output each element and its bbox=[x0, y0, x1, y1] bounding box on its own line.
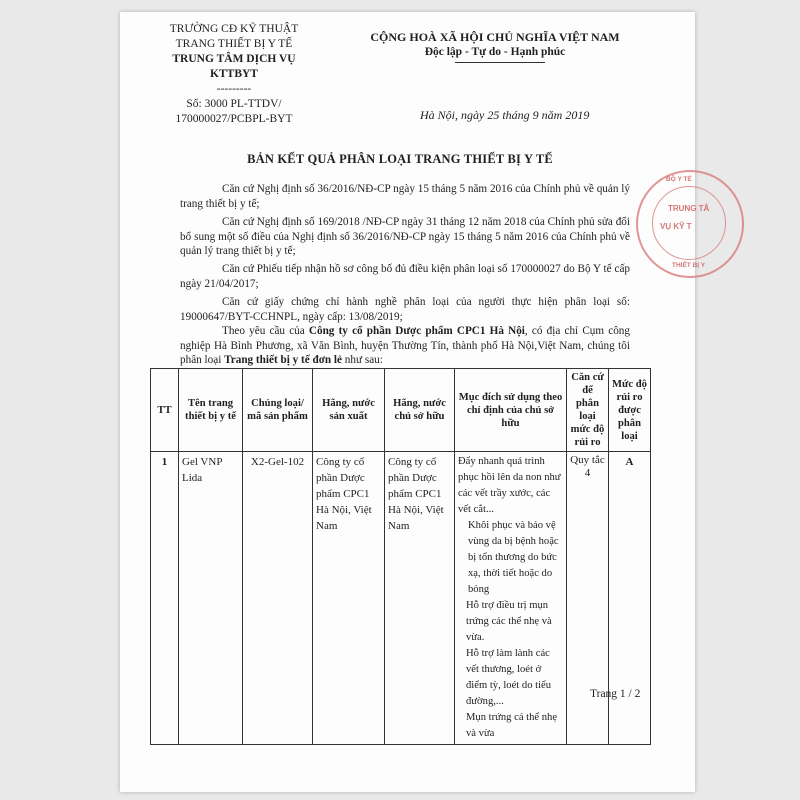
paragraph-2 bbox=[180, 215, 630, 259]
purpose-item: Hỗ trợ làm lành các vết thương, loét ở điểm tỳ, loét do tiểu đường,... bbox=[466, 648, 552, 707]
national-header bbox=[360, 30, 630, 60]
cell-risk-level: A bbox=[609, 452, 651, 745]
purpose-item: Hỗ trợ điều trị mụn trứng các thể nhẹ và vừa. bbox=[466, 600, 552, 643]
header-risk-level: Mức độ rủi ro được phân loại bbox=[609, 369, 651, 452]
paragraph-1-text: Căn cứ Nghị định số 36/2016/NĐ-CP ngày 15 tháng 5 năm 2016 của Chính phủ về quản lý trang thiết bị y tế; bbox=[180, 183, 630, 210]
country-name: CỘNG HOÀ XÃ HỘI CHỦ NGHĨA VIỆT NAM bbox=[370, 30, 620, 44]
seal-text-1: TRUNG TÂ bbox=[668, 204, 710, 213]
agency-line-1: TRƯỜNG CĐ KỸ THUẬT bbox=[169, 23, 299, 35]
table-row bbox=[151, 452, 651, 745]
agency-line-3: TRUNG TÂM DỊCH VỤ bbox=[172, 53, 296, 65]
paragraph-4 bbox=[180, 295, 630, 324]
paragraph-4-text: Căn cứ giấy chứng chỉ hành nghề phân loại của người thực hiện phân loại số: 19000647/BYT-CCHNPL, ngày cấp: 13/08/2019; bbox=[180, 296, 630, 323]
document-number-1: Số: 3000 PL-TTDV/ bbox=[186, 98, 282, 110]
cell-device-name: Gel VNP Lida bbox=[179, 452, 243, 745]
header-basis: Căn cứ để phân loại mức độ rủi ro bbox=[567, 369, 609, 452]
company-name: Công ty cổ phần Dược phẩm CPC1 Hà Nội bbox=[308, 325, 525, 337]
device-category: Trang thiết bị y tế đơn lẻ bbox=[224, 354, 342, 366]
header-product-type: Chủng loại/ mã sản phẩm bbox=[243, 369, 313, 452]
table-header-row bbox=[151, 369, 651, 452]
header-purpose: Mục đích sử dụng theo chỉ định của chủ sở hữu bbox=[455, 369, 567, 452]
seal-text-3: BỘ Y TẾ bbox=[666, 176, 692, 183]
document-date: Hà Nội, ngày 25 tháng 9 năm 2019 bbox=[420, 108, 590, 122]
cell-basis: Quy tắc 4 bbox=[567, 452, 609, 745]
paragraph-1 bbox=[180, 182, 630, 211]
header-owner: Hãng, nước chủ sở hữu bbox=[385, 369, 455, 452]
paragraph-2-text: Căn cứ Nghị định số 169/2018 /NĐ-CP ngày 31 tháng 12 năm 2018 của Chính phủ sửa đổi bổ sung một số điều của Nghị định số 36/2016/NĐ-CP ngày 15 tháng 5 năm 2016 của Chính phủ về quản lý trang thiết bị y tế; bbox=[180, 216, 630, 257]
seal-text-4: THIẾT BỊ Y bbox=[672, 262, 706, 269]
header-manufacturer: Hãng, nước sản xuất bbox=[313, 369, 385, 452]
agency-dashes: --------- bbox=[216, 83, 252, 95]
document-number-2: 170000027/PCBPL-BYT bbox=[175, 113, 293, 125]
cell-product-type: X2-Gel-102 bbox=[243, 452, 313, 745]
agency-line-4: KTTBYT bbox=[210, 68, 258, 80]
paragraph-3 bbox=[180, 262, 630, 291]
seal-text-2: VỤ KỸ T bbox=[660, 222, 692, 231]
page-number: Trang 1 / 2 bbox=[590, 688, 641, 700]
paragraph-5 bbox=[180, 324, 630, 368]
cell-tt: 1 bbox=[151, 452, 179, 745]
agency-header bbox=[168, 22, 300, 127]
paragraph-5-c: như sau: bbox=[342, 354, 383, 366]
header-tt: TT bbox=[151, 369, 179, 452]
national-motto: Độc lập - Tự do - Hạnh phúc bbox=[424, 46, 566, 58]
motto-underline bbox=[455, 62, 545, 63]
official-seal bbox=[636, 170, 744, 278]
document-title: BẢN KẾT QUẢ PHÂN LOẠI TRANG THIẾT BỊ Y TẾ bbox=[247, 152, 553, 166]
paragraph-5-a: Theo yêu cầu của bbox=[222, 325, 309, 337]
paragraph-5-b: , có địa chỉ Cụm công nghiệp Hà Bình Phương, xã Văn Bình, huyện Thường Tín, thành phố Hà Nội,Việt Nam, chúng tôi phân loại bbox=[180, 325, 630, 366]
purpose-item: Khôi phục và bảo vệ vùng da bị bệnh hoặc bị tổn thương do bức xạ, thời tiết hoặc do bỏng bbox=[468, 520, 559, 595]
cell-owner: Công ty cổ phần Dược phẩm CPC1 Hà Nội, Việt Nam bbox=[385, 452, 455, 745]
cell-purpose bbox=[455, 452, 567, 745]
cell-manufacturer: Công ty cổ phần Dược phẩm CPC1 Hà Nội, Việt Nam bbox=[313, 452, 385, 745]
classification-table bbox=[150, 368, 651, 745]
purpose-item: Mụn trứng cá thể nhẹ và vừa bbox=[466, 712, 558, 739]
paragraph-3-text: Căn cứ Phiếu tiếp nhận hồ sơ công bố đủ điều kiện phân loại số 170000027 do Bộ Y tế cấp ngày 21/04/2017; bbox=[180, 263, 630, 290]
purpose-item: Đẩy nhanh quá trình phục hồi lên da non như các vết trầy xước, các vết cắt... bbox=[458, 456, 561, 515]
header-device-name: Tên trang thiết bị y tế bbox=[179, 369, 243, 452]
agency-line-2: TRANG THIẾT BỊ Y TẾ bbox=[175, 38, 293, 50]
